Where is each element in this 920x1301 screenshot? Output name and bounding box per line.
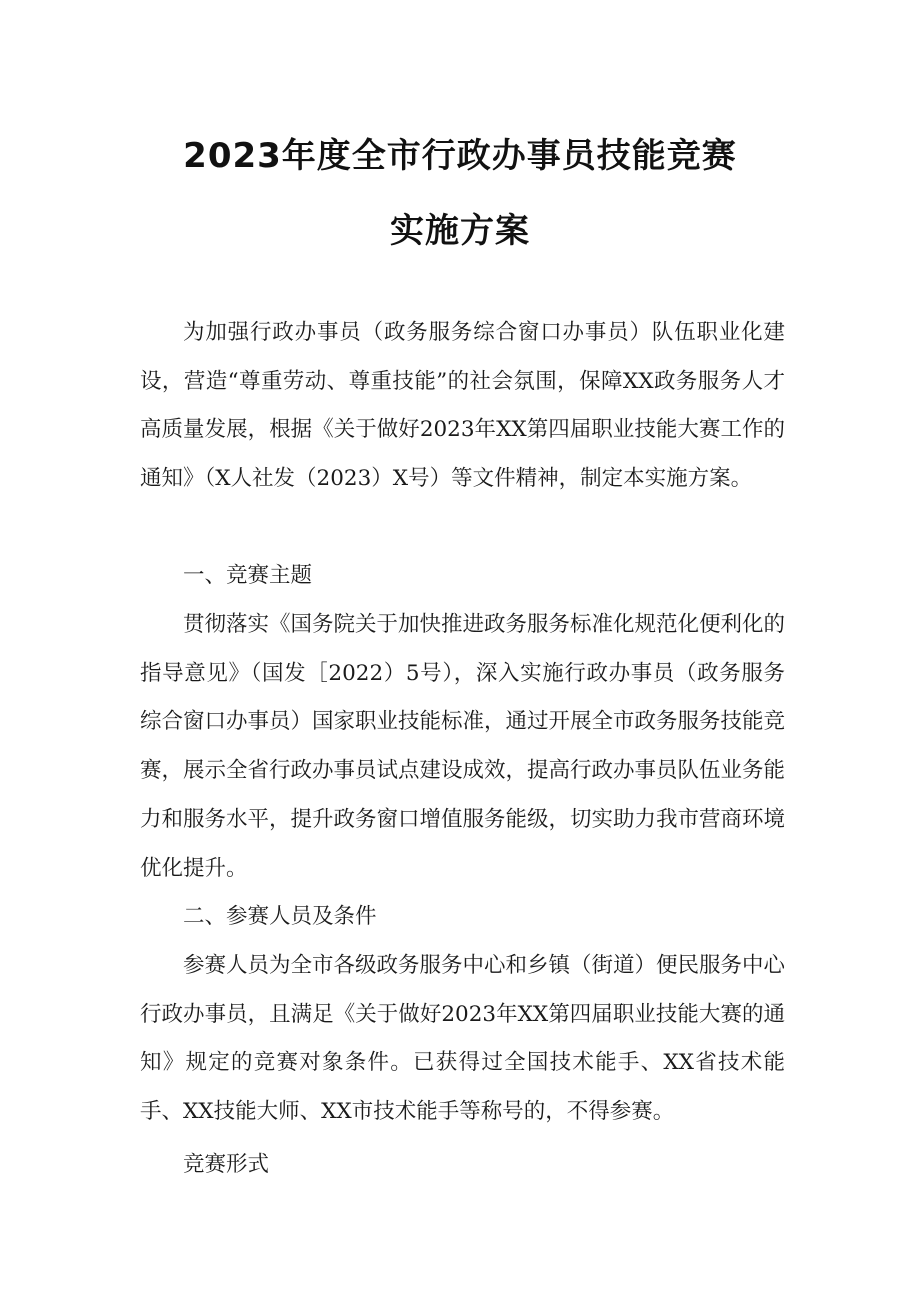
section-paragraph-participants: 参赛人员为全市各级政务服务中心和乡镇（街道）便民服务中心行政办事员，且满足《关于做好2023年XX第四届职业技能大赛的通知》规定的竞赛对象条件。已获得过全国技术能手、XX省技术能手、XX技能大师、XX市技术能手等称号的，不得参赛。 bbox=[140, 953, 786, 1125]
section-heading-participants: 二、参赛人员及条件 bbox=[183, 904, 377, 929]
intro-paragraph: 为加强行政办事员（政务服务综合窗口办事员）队伍职业化建设，营造“尊重劳动、尊重技能”的社会氛围，保障XX政务服务人才高质量发展，根据《关于做好2023年XX第四届职业技能大赛工作的通知》（X人社发（2023）X号）等文件精神，制定本实施方案。 bbox=[140, 320, 785, 492]
document-title-line-2: 实施方案 bbox=[390, 211, 530, 251]
section-paragraph-theme: 贯彻落实《国务院关于加快推进政务服务标准化规范化便利化的指导意见》（国发［2022）5号），深入实施行政办事员（政务服务综合窗口办事员）国家职业技能标准，通过开展全市政务服务技能竞赛，展示全省行政办事员试点建设成效，提高行政办事员队伍业务能力和服务水平，提升政务窗口增值服务能级，切实助力我市营商环境优化提升。 bbox=[140, 612, 786, 881]
section-heading-theme: 一、竞赛主题 bbox=[183, 563, 313, 588]
document-title-line-1: 2023年度全市行政办事员技能竞赛 bbox=[183, 136, 737, 176]
section-heading-format: 竞赛形式 bbox=[183, 1152, 270, 1177]
